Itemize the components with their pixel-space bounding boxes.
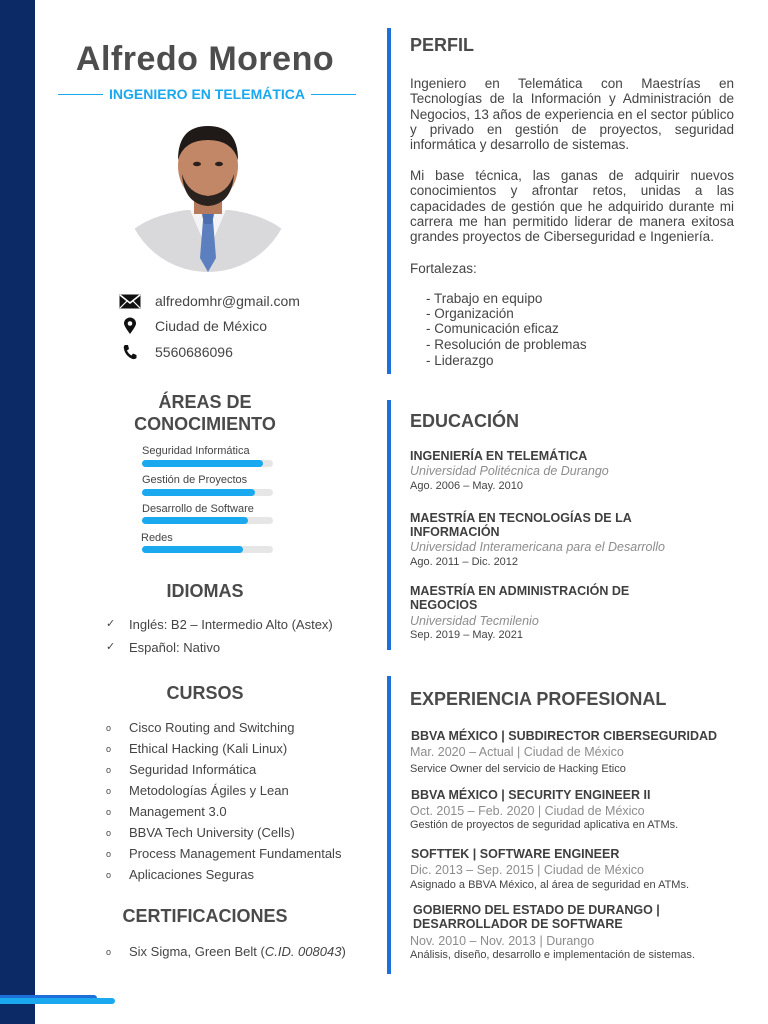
check-icon: ✓ — [106, 618, 116, 630]
bottom-accent-stripe-light — [0, 998, 115, 1004]
phone-icon — [118, 343, 142, 361]
circle-bullet-icon: o — [106, 722, 112, 733]
perfil-paragraph-2: Mi base técnica, las ganas de adquirir nuevos conocimientos y afrontar retos, unidas a las capacidades de gestión que he adquirido durante mi carrera me han permitido liderar de manera exitosa grandes proyectos de Ciberseguridad e Ingeniería. — [410, 168, 734, 245]
job-period: Nov. 2010 – Nov. 2013 | Durango — [410, 934, 595, 948]
skill-bar-fill — [142, 489, 255, 496]
circle-bullet-icon: o — [106, 806, 112, 817]
course-text: Ethical Hacking (Kali Linux) — [129, 741, 288, 756]
phone-text: 5560686096 — [155, 344, 233, 360]
experiencia-title: EXPERIENCIA PROFESIONAL — [410, 689, 667, 709]
contact-email — [118, 292, 300, 310]
check-icon: ✓ — [106, 641, 116, 653]
job-title: SOFTTEK | SOFTWARE ENGINEER — [411, 847, 620, 861]
circle-bullet-icon: o — [106, 848, 112, 859]
circle-bullet-icon: o — [106, 785, 112, 796]
skill-bar-track — [142, 489, 273, 496]
course-item — [106, 762, 256, 777]
job-description: Gestión de proyectos de seguridad aplicativa en ATMs. — [410, 819, 679, 831]
contact-location — [118, 317, 267, 335]
areas-title-line2: CONOCIMIENTO — [134, 414, 276, 434]
certification-close: ) — [341, 944, 346, 959]
course-text: Metodologías Ágiles y Lean — [129, 783, 289, 798]
role-banner — [58, 86, 356, 102]
strengths-label: Fortalezas: — [410, 261, 477, 276]
course-item — [106, 741, 287, 756]
candidate-name: Alfredo Moreno — [75, 40, 335, 78]
cursos-title: CURSOS — [166, 683, 244, 703]
areas-title-line1: ÁREAS DE — [158, 392, 252, 412]
job-period: Mar. 2020 – Actual | Ciudad de México — [410, 745, 624, 759]
job-description: Análisis, diseño, desarrollo e implementación de sistemas. — [410, 949, 695, 961]
education-degree: MAESTRÍA EN TECNOLOGÍAS DE LA INFORMACIÓN — [410, 511, 632, 539]
skill-label: Desarrollo de Software — [142, 503, 254, 515]
skill-bar-track — [142, 460, 273, 467]
location-text: Ciudad de México — [155, 318, 268, 334]
language-text: Español: Nativo — [129, 640, 221, 655]
perfil-paragraph-1: Ingeniero en Telemática con Maestrías en Tecnologías de la Información y Administración de Negocios, 13 años de experiencia en el sector público y privado en gestión de proyectos, seguridad informática y desarrollo de sistemas. — [410, 76, 734, 153]
education-institution: Universidad Politécnica de Durango — [410, 464, 609, 478]
education-degree: INGENIERÍA EN TELEMÁTICA — [410, 449, 588, 463]
certification-name: Six Sigma, Green Belt ( — [129, 944, 265, 959]
education-dates: Ago. 2011 – Dic. 2012 — [410, 556, 519, 568]
course-text: Seguridad Informática — [129, 762, 257, 777]
language-item — [106, 617, 333, 632]
certification-text — [129, 944, 346, 959]
strength-item: - Trabajo en equipo — [426, 291, 543, 306]
course-item — [106, 804, 227, 819]
experiencia-divider — [387, 676, 391, 974]
education-dates: Ago. 2006 – May. 2010 — [410, 480, 523, 492]
email-text: alfredomhr@gmail.com — [155, 293, 300, 309]
strength-item: - Organización — [426, 306, 514, 321]
circle-bullet-icon: o — [106, 764, 112, 775]
circle-bullet-icon: o — [106, 827, 112, 838]
educacion-divider — [387, 400, 391, 650]
skill-bar-fill — [142, 546, 243, 553]
course-item — [106, 825, 295, 840]
role-line-right — [311, 94, 356, 95]
strength-item: - Liderazgo — [426, 353, 494, 368]
certification-id: C.ID. 008043 — [264, 944, 342, 959]
educacion-title: EDUCACIÓN — [410, 411, 520, 431]
profile-photo — [124, 120, 292, 272]
job-title: BBVA MÉXICO | SECURITY ENGINEER II — [411, 788, 651, 802]
strength-item: - Resolución de problemas — [426, 337, 587, 352]
skill-label: Seguridad Informática — [142, 445, 250, 457]
job-period: Oct. 2015 – Feb. 2020 | Ciudad de México — [410, 804, 645, 818]
education-institution: Universidad Interamericana para el Desarrollo — [410, 540, 665, 554]
role-line-left — [58, 94, 103, 95]
course-text: BBVA Tech University (Cells) — [129, 825, 295, 840]
course-text: Process Management Fundamentals — [129, 846, 342, 861]
course-text: Management 3.0 — [129, 804, 227, 819]
areas-title — [40, 391, 370, 435]
candidate-role: INGENIERO EN TELEMÁTICA — [109, 86, 306, 102]
perfil-divider — [387, 28, 391, 374]
skill-label: Redes — [141, 532, 173, 544]
job-period: Dic. 2013 – Sep. 2015 | Ciudad de México — [410, 863, 644, 877]
location-pin-icon — [118, 317, 142, 335]
idiomas-title: IDIOMAS — [166, 581, 244, 601]
job-title: GOBIERNO DEL ESTADO DE DURANGO | DESARROLLADOR DE SOFTWARE — [413, 903, 660, 931]
contact-phone — [118, 343, 233, 361]
skill-bar-fill — [142, 460, 263, 467]
job-description: Asignado a BBVA México, al área de seguridad en ATMs. — [410, 879, 690, 891]
course-item — [106, 783, 289, 798]
circle-bullet-icon: o — [106, 946, 112, 957]
education-degree: MAESTRÍA EN ADMINISTRACIÓN DE NEGOCIOS — [410, 584, 630, 612]
skill-bar-track — [142, 517, 273, 524]
perfil-title: PERFIL — [410, 35, 475, 55]
certificaciones-title: CERTIFICACIONES — [122, 906, 288, 926]
strength-item: - Comunicación eficaz — [426, 321, 559, 336]
envelope-icon — [118, 292, 142, 310]
job-description: Service Owner del servicio de Hacking Etico — [410, 763, 626, 775]
skill-bar-fill — [142, 517, 248, 524]
circle-bullet-icon: o — [106, 869, 112, 880]
job-title: BBVA MÉXICO | SUBDIRECTOR CIBERSEGURIDAD — [411, 729, 718, 743]
course-text: Aplicaciones Seguras — [129, 867, 255, 882]
education-institution: Universidad Tecmilenio — [410, 614, 539, 628]
language-text: Inglés: B2 – Intermedio Alto (Astex) — [129, 617, 333, 632]
course-item — [106, 867, 254, 882]
language-item — [106, 640, 220, 655]
skill-label: Gestión de Proyectos — [142, 474, 248, 486]
skill-bar-track — [142, 546, 273, 553]
circle-bullet-icon: o — [106, 743, 112, 754]
course-text: Cisco Routing and Switching — [129, 720, 295, 735]
education-dates: Sep. 2019 – May. 2021 — [410, 629, 523, 641]
course-item — [106, 720, 294, 735]
left-sidebar-bar — [0, 0, 35, 1024]
certification-item — [106, 944, 346, 959]
course-item — [106, 846, 341, 861]
